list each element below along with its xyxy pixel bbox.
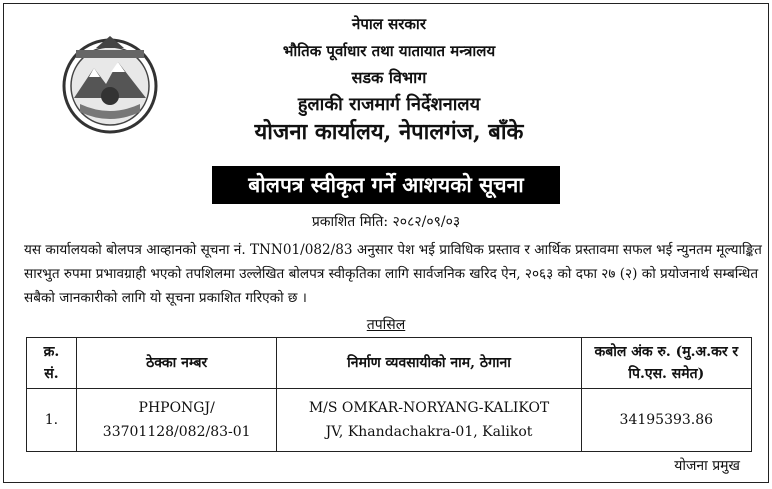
government-emblem-icon (56, 32, 164, 136)
cell-contractor-line1: M/S OMKAR-NORYANG-KALIKOT (308, 400, 550, 416)
letterhead (174, 12, 604, 145)
column-header-serial-line2: सं. (44, 366, 59, 382)
notice-page (3, 3, 769, 483)
published-date: प्रकाशित मिति: २०८२/०९/०३ (311, 214, 461, 230)
header-line-ministry: भौतिक पूर्वाधार तथा यातायात मन्त्रालय (282, 41, 496, 60)
bid-acceptance-table (26, 337, 752, 452)
header-line-directorate: हुलाकी राजमार्ग निर्देशनालय (297, 93, 481, 115)
cell-contractor (277, 389, 581, 452)
column-header-contractor: निर्माण व्यवसायीको नाम, ठेगाना (277, 338, 581, 389)
header-line-government: नेपाल सरकार (352, 15, 426, 33)
header-line-department: सडक विभाग (351, 68, 427, 87)
cell-serial: 1. (27, 389, 77, 452)
table-row (27, 389, 752, 452)
column-header-amount-line1: कबोल अंक रु. (मु.अ.कर र (594, 344, 739, 360)
column-header-amount-line2: पि.एस. समेत) (628, 366, 705, 382)
notice-title-banner: बोलपत्र स्वीकृत गर्ने आशयको सूचना (212, 166, 560, 204)
table-header-row (27, 338, 752, 389)
details-heading: तपसिल (366, 317, 406, 333)
cell-amount: 34195393.86 (581, 389, 751, 452)
cell-contract-line1: PHPONGJ/ (138, 400, 215, 416)
signoff: योजना प्रमुख (674, 458, 740, 474)
column-header-amount (581, 338, 751, 389)
column-header-serial-line1: क्र. (43, 344, 60, 360)
cell-contract-number (76, 389, 277, 452)
cell-contractor-line2: JV, Khandachakra-01, Kalikot (325, 424, 533, 440)
notice-body: यस कार्यालयको बोलपत्र आव्हानको सूचना नं. TNN01/082/83 अनुसार पेश भई प्राविधिक प्रस्ताव र आर्थिक प्रस्तावमा सफल भई न्युनतम मूल्याङ्कित सारभुत रुपमा प्रभावग्राही भएको तपशिलमा उल्लेखित बोलपत्र स्वीकृतिका लागि सार्वजनिक खरिद ऐन, २०६३ को दफा २७ (२) को प्रयोजनार्थ सम्बन्धित सबैको जानकारीको लागि यो सूचना प्रकाशित गरिएको छ । (24, 242, 762, 306)
cell-contract-line2: 33701128/082/83-01 (102, 424, 251, 440)
header-line-office: योजना कार्यालय, नेपालगंज, बाँके (254, 119, 524, 146)
column-header-contract: ठेक्का नम्बर (76, 338, 277, 389)
column-header-serial (27, 338, 77, 389)
